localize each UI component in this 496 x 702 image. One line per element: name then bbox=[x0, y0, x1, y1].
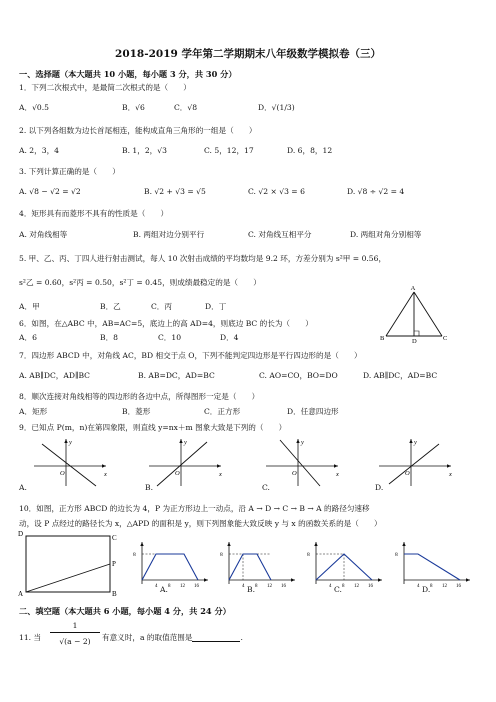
q10d-tick-12: 12 bbox=[442, 584, 447, 589]
q9a-axis-x: x bbox=[104, 471, 107, 478]
q3-option-d: D. √8 ÷ √2 = 4 bbox=[347, 187, 405, 196]
q10-graph-a bbox=[128, 540, 210, 590]
q10b-tick-16: 16 bbox=[281, 584, 286, 589]
q10-graph-c bbox=[302, 540, 384, 590]
section-choice-heading: 一、选择题（本大题共 10 小题，每小题 3 分，共 30 分） bbox=[19, 69, 237, 79]
q10-graph-d bbox=[390, 540, 472, 590]
q10-sq-label-a: A bbox=[18, 590, 24, 598]
q10a-tick-4: 4 bbox=[155, 584, 158, 589]
q1-option-b: B．√6 bbox=[122, 103, 145, 112]
q11-tail bbox=[102, 634, 243, 642]
q6-label-d: D bbox=[412, 338, 417, 345]
q7-option-c: C. AO=CO，BO=DO bbox=[259, 371, 338, 380]
q5-option-c: C．丙 bbox=[151, 302, 172, 311]
q6-stem: 6．如图，在△ABC 中，AB=AC=5，底边上的高 AD=4，则底边 BC 的长为（ ） bbox=[19, 319, 313, 328]
q1-stem: 1．下列二次根式中，是最简二次根式的是（ ） bbox=[19, 83, 191, 92]
q9b-axis-y: y bbox=[184, 439, 187, 446]
q11-lead: 11. 当 bbox=[19, 633, 42, 642]
q9a-origin: O bbox=[60, 470, 65, 477]
q10-option-a: A. bbox=[160, 585, 168, 594]
q6-triangle-figure bbox=[380, 286, 450, 344]
q11-end: . bbox=[240, 633, 243, 642]
q6-label-b: B bbox=[380, 335, 385, 342]
q6-option-c: C．10 bbox=[158, 333, 182, 342]
q10a-tick-12: 12 bbox=[180, 584, 185, 589]
q1-option-d: D．√(1/3) bbox=[258, 103, 295, 112]
q2-option-d: D. 6，8，12 bbox=[287, 146, 333, 155]
q9c-axis-y: y bbox=[301, 439, 304, 446]
q10b-tick-8: 8 bbox=[255, 584, 258, 589]
q10-sq-label-c: C bbox=[112, 534, 117, 542]
q8-option-b: B．菱形 bbox=[122, 407, 151, 416]
q4-option-b: B. 两组对边分别平行 bbox=[133, 230, 205, 239]
q10-sq-label-p: P bbox=[112, 560, 116, 568]
q11-numerator: 1 bbox=[72, 621, 78, 630]
q4-option-d: D. 两组对角分别相等 bbox=[350, 230, 422, 239]
q2-option-b: B. 1，2，√3 bbox=[122, 146, 167, 155]
q10b-tick-12: 12 bbox=[267, 584, 272, 589]
q9-stem: 9．已知点 P(m，n)在第四象限，则直线 y=nx＋m 图象大致是下列的（ ） bbox=[19, 423, 287, 432]
q4-stem: 4．矩形具有而菱形不具有的性质是（ ） bbox=[19, 209, 169, 218]
q3-option-b: B. √2 + √3 = √5 bbox=[144, 187, 206, 196]
q9c-axis-x: x bbox=[336, 471, 339, 478]
q5-option-b: B．乙 bbox=[100, 302, 121, 311]
q10-sq-label-b: B bbox=[112, 590, 117, 598]
q11-fraction-bar bbox=[50, 632, 100, 633]
q5-stem: 5. 甲、乙、丙、丁四人进行射击测试，每人 10 次射击成绩的平均数均是 9.2 环，方差分别为 s²甲 = 0.56， bbox=[19, 254, 387, 263]
q9d-origin: O bbox=[405, 470, 410, 477]
q10c-tick-8: 8 bbox=[342, 584, 345, 589]
q10-option-d: D. bbox=[422, 585, 431, 594]
q11-answer-blank[interactable] bbox=[192, 633, 243, 642]
q9d-axis-x: x bbox=[449, 471, 452, 478]
q10-square-figure bbox=[18, 530, 128, 596]
q10a-tick-8: 8 bbox=[168, 584, 171, 589]
q1-option-c: C．√8 bbox=[174, 103, 198, 112]
q6-option-d: D．4 bbox=[220, 333, 239, 342]
q9d-axis-y: y bbox=[414, 439, 417, 446]
q10a-ylabel: 8 bbox=[133, 552, 136, 558]
q10a-tick-16: 16 bbox=[194, 584, 199, 589]
q9c-origin: O bbox=[292, 470, 297, 477]
q7-option-b: B. AB=DC，AD=BC bbox=[138, 371, 215, 380]
q11-denominator: √(a − 2) bbox=[59, 637, 91, 646]
q10d-tick-8: 8 bbox=[430, 584, 433, 589]
q7-option-d: D. AB∥DC，AD=BC bbox=[363, 371, 438, 380]
q7-stem: 7．四边形 ABCD 中，对角线 AC，BD 相交于点 O，下列不能判定四边形是平行四边形的是（ ） bbox=[19, 351, 362, 360]
q8-option-a: A．矩形 bbox=[19, 407, 48, 416]
q6-label-a: A bbox=[410, 285, 416, 292]
q9-graph-a bbox=[30, 436, 110, 488]
q5-line2: s²乙 = 0.60，s²丙 = 0.50，s²丁 = 0.45，则成绩最稳定的是（ ） bbox=[19, 278, 261, 287]
q9-option-a: A. bbox=[19, 483, 27, 492]
q9b-axis-x: x bbox=[219, 471, 222, 478]
q8-option-c: C．正方形 bbox=[204, 407, 241, 416]
q10-option-c: C. bbox=[334, 585, 342, 594]
q2-option-a: A. 2，3，4 bbox=[19, 146, 59, 155]
q3-option-a: A. √8 − √2 = √2 bbox=[19, 187, 81, 196]
q3-option-c: C. √2 × √3 = 6 bbox=[248, 187, 305, 196]
q10b-tick-4: 4 bbox=[242, 584, 245, 589]
q10-stem: 10．如图，正方形 ABCD 的边长为 4，P 为正方形边上一动点，沿 A → D → C → B → A 的路径匀速移 bbox=[19, 504, 370, 513]
q10c-tick-12: 12 bbox=[354, 584, 359, 589]
q9-graph-c bbox=[262, 436, 342, 488]
q9-graph-b bbox=[145, 436, 225, 488]
q10d-tick-4: 4 bbox=[417, 584, 420, 589]
q10d-tick-16: 16 bbox=[456, 584, 461, 589]
q6-option-a: A．6 bbox=[19, 333, 37, 342]
q10d-ylabel: 8 bbox=[395, 552, 398, 558]
q9-option-b: B. bbox=[145, 483, 153, 492]
q10-option-b: B. bbox=[247, 585, 255, 594]
q7-option-a: A. AB∥DC，AD∥BC bbox=[19, 371, 90, 380]
q9-graph-d bbox=[375, 436, 455, 488]
q10c-ylabel: 8 bbox=[307, 552, 310, 558]
q2-option-c: C. 5，12，17 bbox=[204, 146, 254, 155]
q8-stem: 8．顺次连接对角线相等的四边形的各边中点，所得图形一定是（ ） bbox=[19, 392, 260, 401]
q2-stem: 2. 以下列各组数为边长首尾相连，能构成直角三角形的一组是（ ） bbox=[19, 126, 257, 135]
q5-option-d: D．丁 bbox=[205, 302, 227, 311]
q10-sq-label-d: D bbox=[18, 530, 24, 538]
q10-graph-b bbox=[215, 540, 297, 590]
q10c-tick-16: 16 bbox=[368, 584, 373, 589]
q10b-ylabel: 8 bbox=[220, 552, 223, 558]
q9-option-c: C. bbox=[262, 483, 270, 492]
q8-option-d: D．任意四边形 bbox=[287, 407, 339, 416]
q4-option-c: C. 对角线互相平分 bbox=[248, 230, 312, 239]
q1-option-a: A．√0.5 bbox=[19, 103, 49, 112]
section-fill-heading: 二、填空题（本大题共 6 小题，每小题 4 分，共 24 分） bbox=[19, 606, 231, 616]
q9b-origin: O bbox=[175, 470, 180, 477]
q11-tail-text: 有意义时，a 的取值范围是 bbox=[102, 633, 193, 642]
q5-option-a: A．甲 bbox=[19, 302, 40, 311]
q3-stem: 3. 下列计算正确的是（ ） bbox=[19, 167, 120, 176]
q9-option-d: D. bbox=[375, 483, 384, 492]
page-title: 2018-2019 学年第二学期期末八年级数学模拟卷（三） bbox=[115, 48, 381, 60]
q6-label-c: C bbox=[443, 335, 448, 342]
q10-line2: 动，设 P 点经过的路径长为 x，△APD 的面积是 y，则下列图象能大致反映 y 与 x 的函数关系的是（ ） bbox=[19, 519, 382, 528]
q9a-axis-y: y bbox=[69, 439, 72, 446]
q4-option-a: A. 对角线相等 bbox=[19, 230, 68, 239]
q6-option-b: B．8 bbox=[100, 333, 119, 342]
q10c-tick-4: 4 bbox=[329, 584, 332, 589]
